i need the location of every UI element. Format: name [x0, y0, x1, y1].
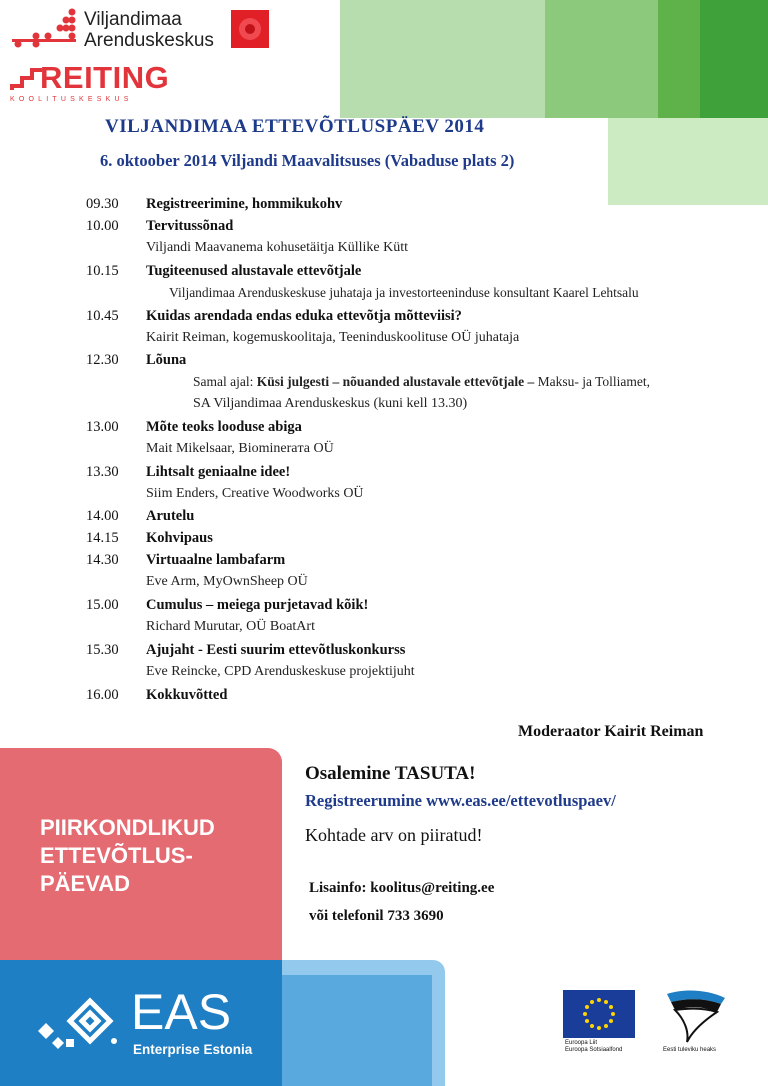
- agenda-event: Registreerimine, hommikukohv: [146, 196, 343, 212]
- decor-green-block: [700, 0, 768, 118]
- agenda-time: 15.00: [86, 597, 119, 613]
- agenda-speaker: Eve Reincke, CPD Arenduskeskuse projektijuht: [146, 664, 415, 679]
- agenda-speaker: Siim Enders, Creative Woodworks OÜ: [146, 486, 364, 501]
- agenda-event: Mõte teoks looduse abiga: [146, 419, 302, 435]
- agenda-event: Kohvipaus: [146, 530, 213, 546]
- panel-line: ETTEVÕTLUS-: [40, 843, 193, 868]
- agenda-event: Tugiteenused alustavale ettevõtjale: [146, 263, 362, 279]
- agenda-time: 10.45: [86, 308, 119, 324]
- eu-flag-icon: [563, 990, 635, 1038]
- agenda-side-session-org: SA Viljandimaa Arenduskeskus (kuni kell 13.30): [193, 396, 468, 411]
- eas-logo-subtext: Enterprise Estonia: [133, 1042, 253, 1057]
- reiting-logo-subtext: KOOLITUSKESKUS: [10, 96, 133, 103]
- side-session-title: Küsi julgesti – nõuanded alustavale ettevõtjale –: [256, 374, 538, 389]
- agenda-speaker: Kairit Reiman, kogemuskoolitaja, Teeninduskoolituse OÜ juhataja: [146, 330, 520, 345]
- logo-line: Arenduskeskus: [84, 30, 214, 51]
- agenda-speaker: Mait Mikelsaar, Biomineraта OÜ: [146, 441, 334, 456]
- reiting-logo-text: REITING: [40, 60, 170, 95]
- agenda-time: 14.30: [86, 552, 119, 568]
- registration-link[interactable]: Registreerumine www.eas.ee/ettevotluspaev/: [305, 791, 616, 810]
- eu-caption-line: Euroopa Sotsiaalfond: [565, 1047, 623, 1053]
- viljandimaa-logo-text: [84, 9, 214, 51]
- eas-ornament-icon: [30, 995, 124, 1059]
- estonia-caption: Eesti tuleviku heaks: [663, 1047, 717, 1053]
- agenda-time: 12.30: [86, 352, 119, 368]
- agenda-time: 14.00: [86, 508, 119, 524]
- page-title: VILJANDIMAA ETTEVÕTLUSPÄEV 2014: [105, 116, 485, 137]
- panel-line: PIIRKONDLIKUD: [40, 815, 215, 840]
- agenda-time: 13.00: [86, 419, 119, 435]
- logo-line: Viljandimaa: [84, 9, 182, 30]
- side-session-prefix: Samal ajal:: [193, 374, 257, 389]
- agenda-time: 14.15: [86, 530, 119, 546]
- agenda-speaker: Viljandi Maavanema kohusetäitja Küllike Kütt: [146, 240, 408, 255]
- eu-caption: [565, 1040, 622, 1054]
- side-session-org: Maksu- ja Tolliamet,: [537, 374, 651, 389]
- moderator: Moderaator Kairit Reiman: [518, 723, 704, 740]
- reiting-logo-icon: [10, 68, 44, 90]
- agenda-speaker: Viljandimaa Arenduskeskuse juhataja ja investorteeninduse konsultant Kaarel Lehtsalu: [169, 285, 639, 300]
- panel-line: PÄEVAD: [40, 871, 131, 896]
- agenda-time: 09.30: [86, 196, 119, 212]
- agenda-time: 10.15: [86, 263, 119, 279]
- blue-panel-mid: [282, 975, 432, 1086]
- contact-email[interactable]: Lisainfo: koolitus@reiting.ee: [309, 880, 495, 896]
- contact-phone: või telefonil 733 3690: [309, 908, 444, 924]
- agenda-event: Kokkuvõtted: [146, 687, 228, 703]
- page-subtitle: 6. oktoober 2014 Viljandi Maavalitsuses (Vabaduse plats 2): [100, 151, 515, 170]
- agenda-event: Virtuaalne lambafarm: [146, 552, 286, 568]
- agenda-speaker: Richard Murutar, OÜ BoatArt: [146, 619, 315, 634]
- agenda-time: 16.00: [86, 687, 119, 703]
- agenda-event: Cumulus – meiega purjetavad kõik!: [146, 597, 369, 613]
- agenda-speaker: Eve Arm, MyOwnSheep OÜ: [146, 574, 308, 589]
- free-participation: Osalemine TASUTA!: [305, 763, 476, 784]
- agenda-event: Lõuna: [146, 352, 187, 368]
- agenda-event: Kuidas arendada endas eduka ettevõtja mõtteviisi?: [146, 308, 462, 324]
- agenda-time: 13.30: [86, 464, 119, 480]
- agenda-side-session: [193, 374, 650, 390]
- agenda-event: Tervitussõnad: [146, 218, 234, 234]
- limited-seats: Kohtade arv on piiratud!: [305, 825, 483, 845]
- agenda-event: Ajujaht - Eesti suurim ettevõtluskonkurss: [146, 642, 406, 658]
- agenda-event: Lihtsalt geniaalne idee!: [146, 464, 291, 480]
- eas-logo-text: EAS: [131, 984, 232, 1040]
- estonia-swallow-icon: [665, 990, 727, 1044]
- agenda-time: 15.30: [86, 642, 119, 658]
- eu-caption-line: Euroopa Liit: [565, 1040, 598, 1046]
- viljandimaa-logo-icon: [10, 6, 80, 52]
- agenda-time: 10.00: [86, 218, 119, 234]
- red-square-icon: [231, 10, 269, 48]
- agenda-event: Arutelu: [146, 508, 195, 524]
- panel-heading: [40, 814, 215, 898]
